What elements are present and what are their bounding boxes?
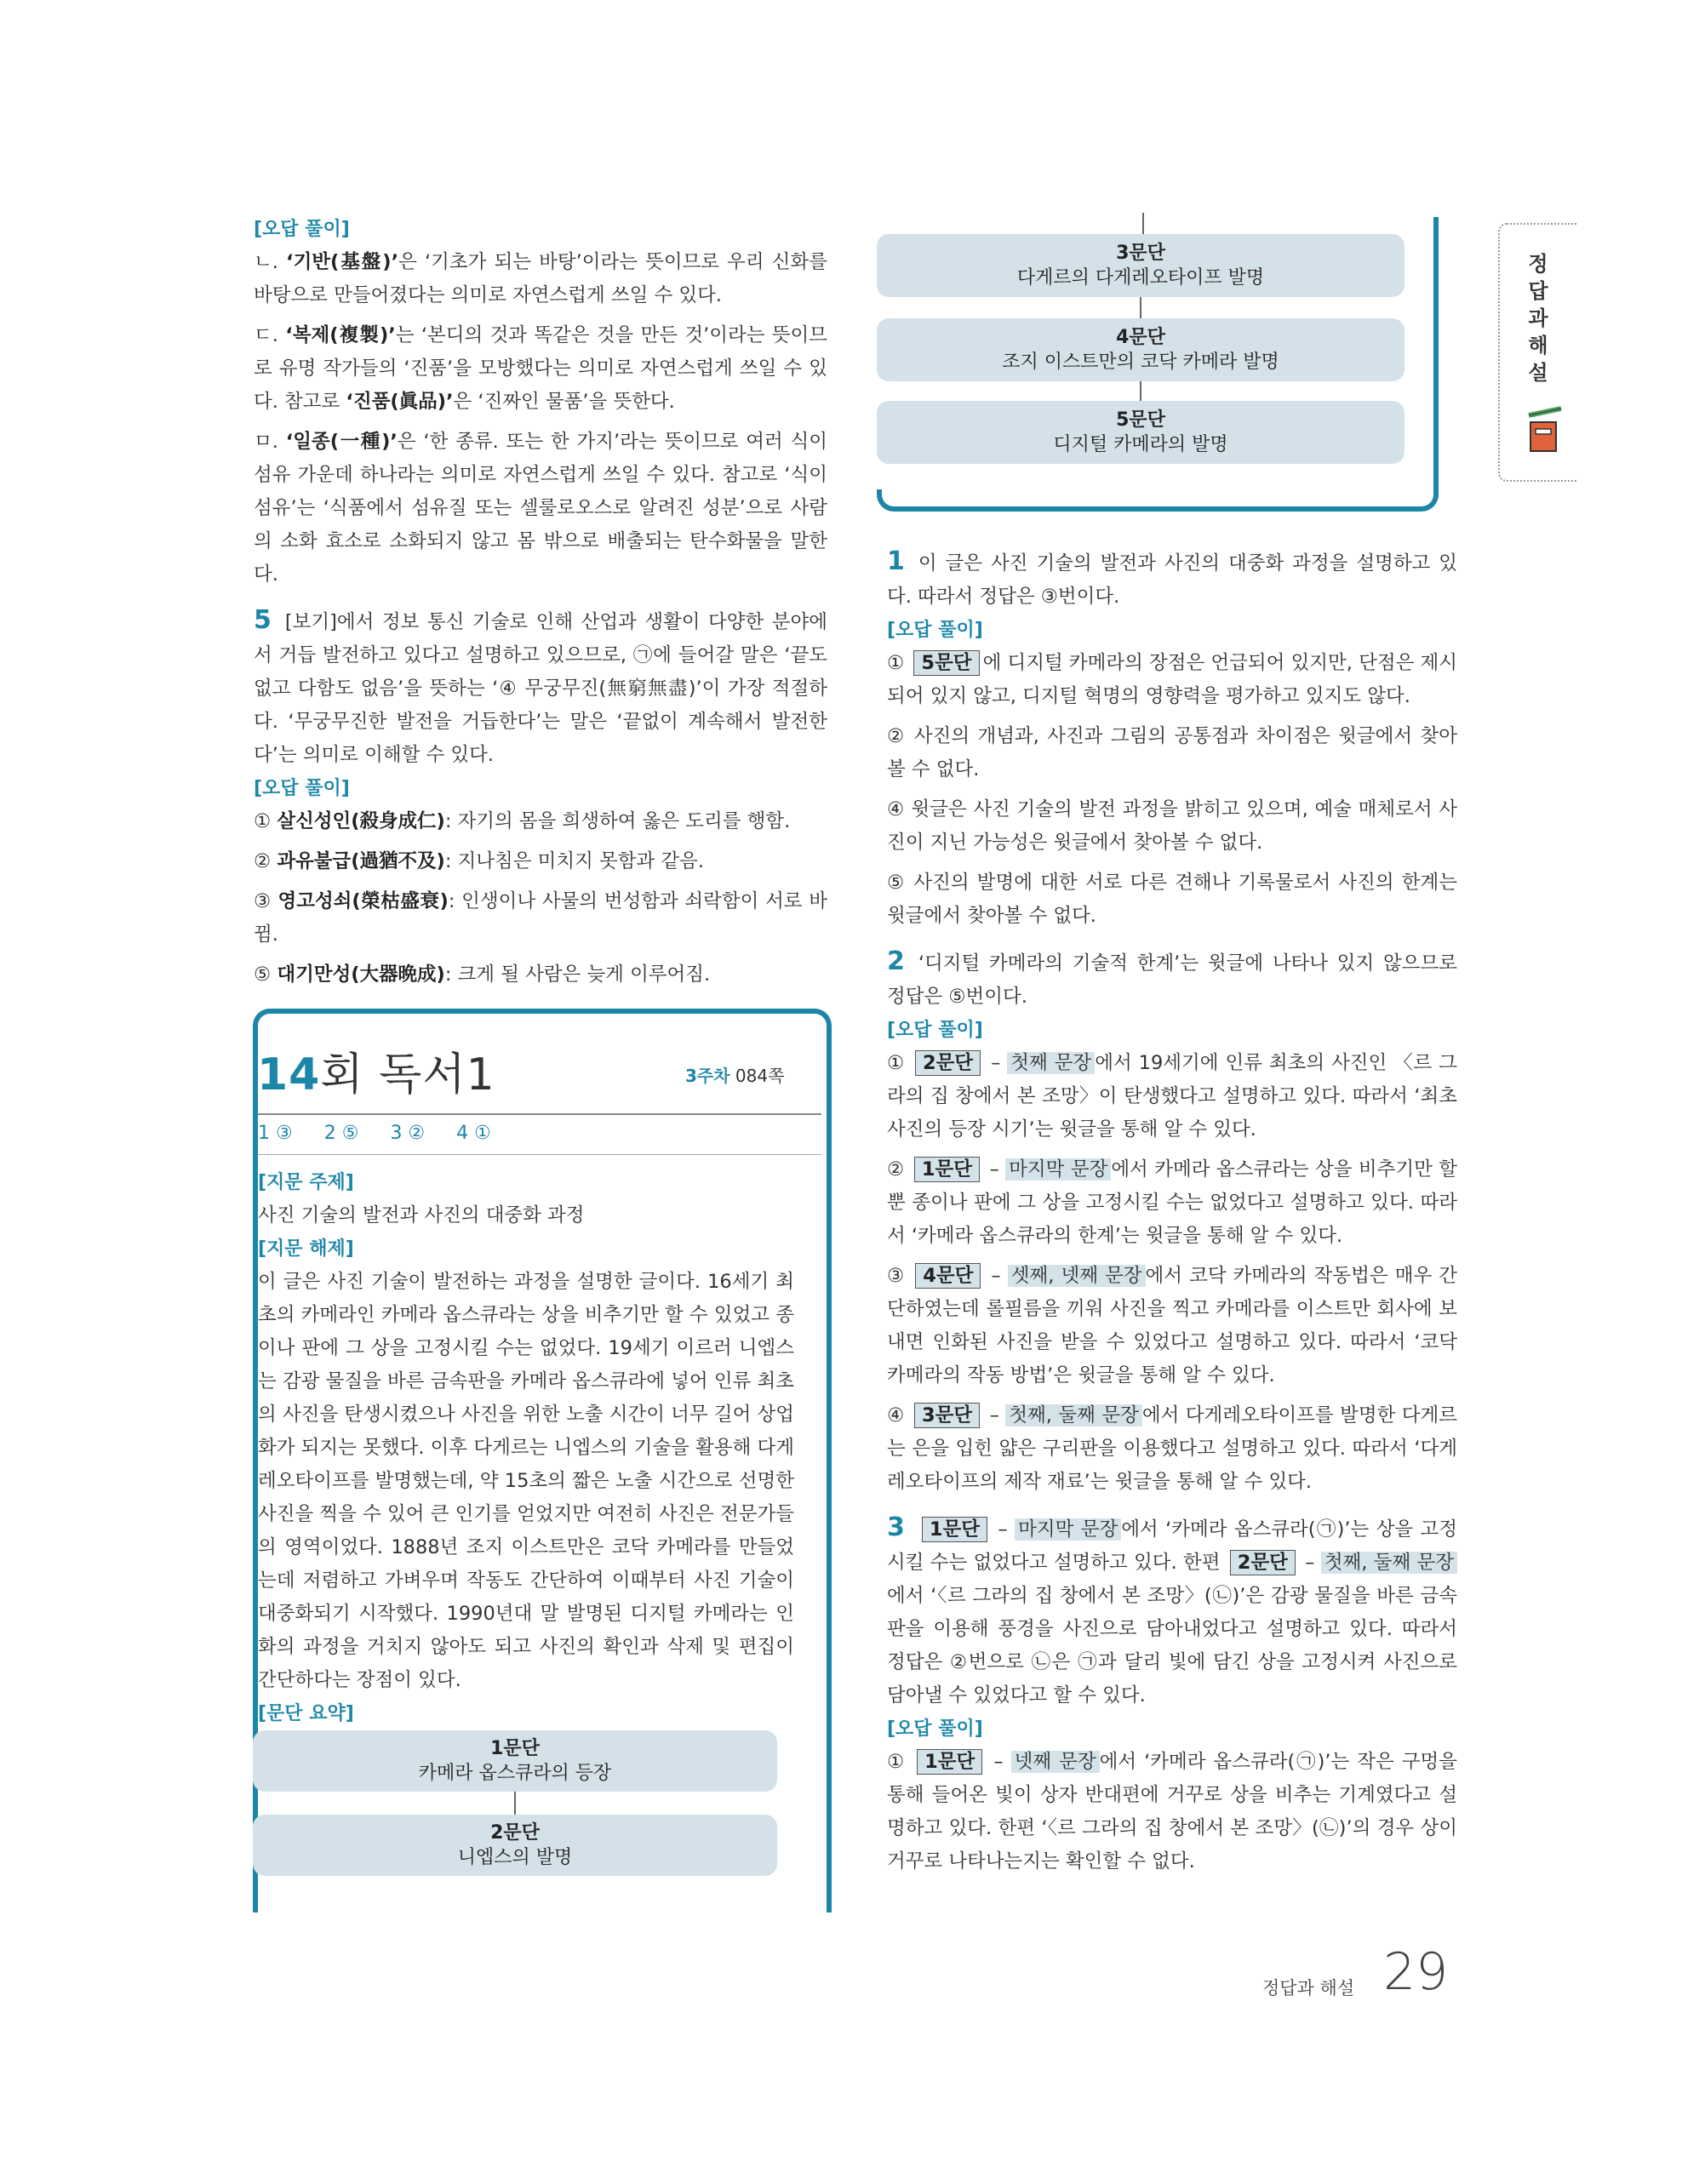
connector-line xyxy=(1140,297,1141,318)
box-frame-bottom xyxy=(877,489,1439,512)
list-item: ③ 영고성쇠(榮枯盛衰): 인생이나 사물의 번성함과 쇠락함이 서로 바뀜. xyxy=(254,890,827,946)
connector-line xyxy=(1142,213,1144,234)
list-item: ④ 윗글은 사진 기술의 발전 과정을 밝히고 있으며, 예술 매체로서 사진이 지닌 가능성은 윗글에서 찾아볼 수 없다. xyxy=(887,798,1457,854)
summary-pill: 1문단 카메라 옵스큐라의 등장 xyxy=(253,1730,777,1792)
paragraph: ㄷ. ‘복제(複製)’는 ‘본디의 것과 똑같은 것을 만든 것’이라는 뜻이므로 유명 작가들의 ‘진품’을 모방했다는 의미로 자연스럽게 쓰일 수 있다. 참고로 ‘진품(眞品)’은 ‘진짜인 물품’을 뜻한다. xyxy=(254,324,827,413)
summary-pill: 2문단 니엡스의 발명 xyxy=(253,1815,777,1876)
question-2: 2 ‘디지털 카메라의 기술적 한계’는 윗글에 나타나 있지 않으므로 정답은 ⑤번이다. xyxy=(887,946,1457,1008)
summary-pill: 3문단 다게르의 다게레오타이프 발명 xyxy=(877,234,1405,297)
list-item: ② 사진의 개념과, 사진과 그림의 공통점과 차이점은 윗글에서 찾아볼 수 없다. xyxy=(887,725,1457,780)
summary-pill: 5문단 디지털 카메라의 발명 xyxy=(877,401,1405,464)
answer-item: 3 ② xyxy=(390,1123,426,1144)
divider xyxy=(258,1154,821,1155)
section-heading: [문단 요약] xyxy=(258,1703,354,1724)
list-item: ① 2문단 – 첫째 문장 에서 19세기에 인류 최초의 사진인 〈르 그라의 집 창에서 본 조망〉이 탄생했다고 설명하고 있다. 따라서 ‘최초 사진의 등장 시기’는 윗글을 통해 알 수 있다. xyxy=(887,1052,1458,1141)
lesson-page-ref: 3주차 084쪽 xyxy=(685,1066,785,1086)
summary-pill: 4문단 조지 이스트만의 코닥 카메라 발명 xyxy=(877,318,1405,381)
answer-key xyxy=(258,1117,517,1151)
question-1: 1 이 글은 사진 기술의 발전과 사진의 대중화 과정을 설명하고 있다. 따라서 정답은 ③번이다. xyxy=(887,546,1457,608)
side-tab-label: 정답과해설 xyxy=(1528,252,1548,385)
section-heading: [오답 풀이] xyxy=(887,1718,983,1740)
list-item: ⑤ 대기만성(大器晩成): 크게 될 사람은 늦게 이루어짐. xyxy=(254,963,711,986)
list-item: ⑤ 사진의 발명에 대한 서로 다른 견해나 기록물로서 사진의 한계는 윗글에서 찾아볼 수 없다. xyxy=(887,872,1457,927)
list-item: ④ 3문단 – 첫째, 둘째 문장 에서 다게레오타이프를 발명한 다게르는 은을 입힌 얇은 구리판을 이용했다고 설명하고 있다. 따라서 ‘다게레오타이프의 제작 재료’는 윗글을 통해 알 수 있다. xyxy=(887,1404,1458,1493)
answer-item: 2 ⑤ xyxy=(323,1123,359,1144)
connector-line xyxy=(514,1792,516,1815)
section-heading: [오답 풀이] xyxy=(887,620,983,641)
lesson-content xyxy=(258,1166,794,1730)
divider xyxy=(258,1113,821,1115)
page-number: 29 xyxy=(1383,1942,1449,2002)
side-tab xyxy=(1498,223,1576,482)
topic-text: 사진 기술의 발전과 사진의 대중화 과정 xyxy=(258,1204,585,1226)
list-item: ② 1문단 – 마지막 문장 에서 카메라 옵스큐라는 상을 비추기만 할 뿐 종이나 판에 그 상을 고정시킬 수는 없었다고 설명하고 있다. 따라서 ‘카메라 옵스큐라의 한계’는 윗글을 통해 알 수 있다. xyxy=(887,1158,1458,1247)
section-heading: [지문 해제] xyxy=(258,1238,354,1260)
lesson-title: 14회 독서1 xyxy=(257,1049,495,1101)
list-item: ① 살신성인(殺身成仁): 자기의 몸을 희생하여 옳은 도리를 행함. xyxy=(254,810,791,832)
book-pencil-icon xyxy=(1525,403,1565,455)
answer-item: 4 ① xyxy=(456,1123,491,1144)
section-heading: [오답 풀이] xyxy=(254,219,350,240)
box-frame-right xyxy=(1433,217,1439,498)
question-5: 5 [보기]에서 정보 통신 기술로 인해 산업과 생활이 다양한 분야에서 거듭 발전하고 있다고 설명하고 있으므로, ㉠에 들어갈 말은 ‘끝도 없고 다함도 없음’을 뜻하는 ‘④ 무궁무진(無窮無盡)’이 가장 적절하다. ‘무궁무진한 발전을 거듭한다’는 말은 ‘끝없이 계속해서 발전한다’는 의미로 이해할 수 있다. xyxy=(254,605,827,766)
right-column xyxy=(887,545,1457,1878)
question-3: 3 1문단 – 마지막 문장 에서 ‘카메라 옵스큐라(㉠)’는 상을 고정시킬 수는 없었다고 설명하고 있다. 한편 2문단 – 첫째, 둘째 문장에서 ‘〈르 그라의 집 창에서 본 조망〉(㉡)’은 감광 물질을 바른 금속판을 이용해 풍경을 사진으로 담아내었다고 설명하고 있다. 따라서 정답은 ②번으로 ㉡은 ㉠과 달리 빛에 담긴 상을 고정시켜 사진으로 담아낼 수 있었다고 할 수 있다. xyxy=(887,1512,1457,1707)
footer-label: 정답과 해설 xyxy=(1262,1978,1355,1998)
list-item: ① 1문단 – 넷째 문장 에서 ‘카메라 옵스큐라(㉠)’는 작은 구멍을 통해 들어온 빛이 상자 반대편에 거꾸로 상을 비추는 기계였다고 설명하고 있다. 한편 ‘〈르 그라의 집 창에서 본 조망〉(㉡)’의 경우 상이 거꾸로 나타나는지는 확인할 수 없다. xyxy=(887,1751,1458,1872)
list-item: ① 5문단 에 디지털 카메라의 장점은 언급되어 있지만, 단점은 제시되어 있지 않고, 디지털 혁명의 영향력을 평가하고 있지도 않다. xyxy=(887,652,1458,707)
paragraph: ㅁ. ‘일종(一種)’은 ‘한 종류. 또는 한 가지’라는 뜻이므로 여러 식이 섬유 가운데 하나라는 의미로 자연스럽게 쓰일 수 있다. 참고로 ‘식이 섬유’는 ‘식품에서 섬유질 또는 셀룰로오스로 알려진 성분’으로 사람의 소화 효소로 소화되지 않고 몸 밖으로 배출되는 탄수화물을 말한다. xyxy=(254,431,828,586)
paragraph: ㄴ. ‘기반(基盤)’은 ‘기초가 되는 바탕’이라는 뜻이므로 우리 신화를 바탕으로 만들어졌다는 의미로 자연스럽게 쓰일 수 있다. xyxy=(254,251,827,306)
section-heading: [오답 풀이] xyxy=(887,1020,983,1041)
list-item: ② 과유불급(過猶不及): 지나침은 미치지 못함과 같음. xyxy=(254,850,705,872)
left-column xyxy=(254,213,827,992)
section-heading: [지문 주제] xyxy=(258,1172,354,1193)
analysis-text: 이 글은 사진 기술이 발전하는 과정을 설명한 글이다. 16세기 최초의 카메라인 카메라 옵스큐라는 상을 비추기만 할 수 있었고 종이나 판에 그 상을 고정시킬 수는 없었다. 19세기 이르러 니엡스는 감광 물질을 바른 금속판을 카메라 옵스큐라에 넣어 인류 최초의 사진을 탄생시켰으나 사진을 위한 노출 시간이 너무 길어 상업화가 되지는 못했다. 이후 다게르는 니엡스의 기술을 활용해 다게레오타이프를 발명했는데, 약 15초의 짧은 노출 시간으로 선명한 사진을 찍을 수 있어 큰 인기를 얻었지만 여전히 사진은 전문가들의 영역이었다. 1888년 조지 이스트만은 코닥 카메라를 만들었는데 저렴하고 가벼우며 작동도 간단하여 이때부터 사진 기술이 대중화되기 시작했다. 1990년대 말 발명된 디지털 카메라는 인화의 과정을 거치지 않아도 되고 사진의 확인과 삭제 및 편집이 간단하다는 장점이 있다. xyxy=(258,1271,794,1691)
list-item: ③ 4문단 – 셋째, 넷째 문장 에서 코닥 카메라의 작동법은 매우 간단하였는데 롤필름을 끼워 사진을 찍고 카메라를 이스트만 회사에 보내면 인화된 사진을 받을 수 있었다고 설명하고 있다. 따라서 ‘코닥 카메라의 작동 방법’은 윗글을 통해 알 수 있다. xyxy=(887,1265,1457,1386)
connector-line xyxy=(1140,381,1141,401)
section-heading: [오답 풀이] xyxy=(254,778,350,799)
answer-item: 1 ③ xyxy=(258,1123,293,1144)
